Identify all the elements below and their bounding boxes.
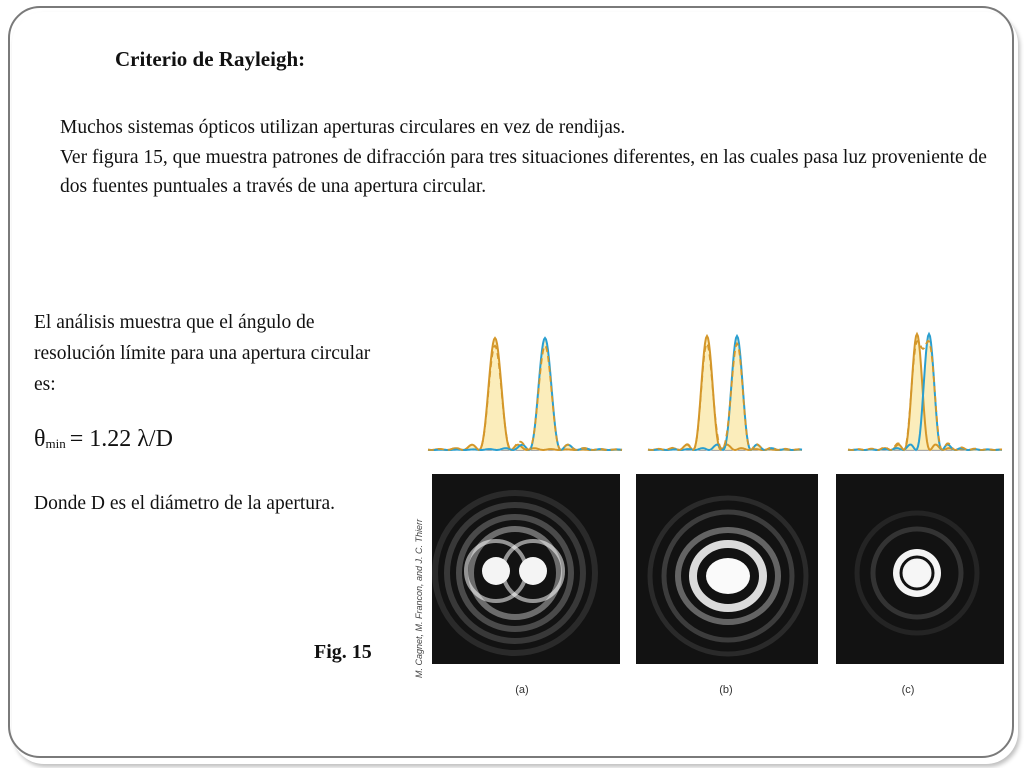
- resolution-formula: [34, 426, 173, 453]
- diffraction-image-a: [432, 474, 620, 664]
- curves-b-sum: [648, 344, 802, 451]
- aperture-definition: Donde D es el diámetro de la apertura.: [34, 493, 336, 514]
- diffraction-images: [432, 474, 1004, 664]
- theta-symbol: θ: [34, 426, 46, 452]
- curves-b-fill-b: [648, 336, 802, 450]
- curves-b-source-2: [648, 336, 802, 450]
- diffraction-figure: [408, 228, 1008, 708]
- intensity-curves-a: [428, 338, 622, 450]
- curves-a-fill-b: [428, 338, 622, 450]
- curves-a-source-1: [428, 338, 622, 450]
- intro-line-2: Ver figura 15, que muestra patrones de difracción para tres situaciones diferentes, en las cuales pasa luz proveniente de dos fuentes puntuales a través de una apertura circular.: [60, 146, 987, 197]
- curves-a-fill-a: [428, 338, 622, 450]
- intro-text: [60, 113, 1000, 202]
- panel-label-c: (c): [901, 684, 915, 696]
- panel-label-a: (a): [515, 684, 529, 696]
- formula-rhs: = 1.22 λ/D: [69, 426, 173, 452]
- slide-title: Criterio de Rayleigh:: [115, 47, 306, 71]
- theta-subscript: min: [45, 436, 66, 451]
- panel-label-b: (b): [719, 684, 733, 696]
- curves-b-fill-a: [648, 336, 802, 450]
- intensity-curves-c: [848, 334, 1002, 450]
- intensity-curves-b: [648, 336, 802, 450]
- curves-a-source-2: [428, 338, 622, 450]
- figure-label: Fig. 15: [314, 641, 372, 663]
- intensity-curves: [428, 334, 1002, 450]
- diffraction-image-b: [636, 474, 818, 664]
- curves-a-sum: [428, 346, 622, 450]
- analysis-text: El análisis muestra que el ángulo de resolución límite para una apertura circular es:: [34, 312, 371, 395]
- photo-credit: M. Cagnet, M. Francon, and J. C. Thierr: [414, 518, 424, 678]
- diffraction-image-c: [836, 474, 1004, 664]
- curves-b-source-1: [648, 336, 802, 450]
- intro-line-1: Muchos sistemas ópticos utilizan aperturas circulares en vez de rendijas.: [60, 117, 626, 138]
